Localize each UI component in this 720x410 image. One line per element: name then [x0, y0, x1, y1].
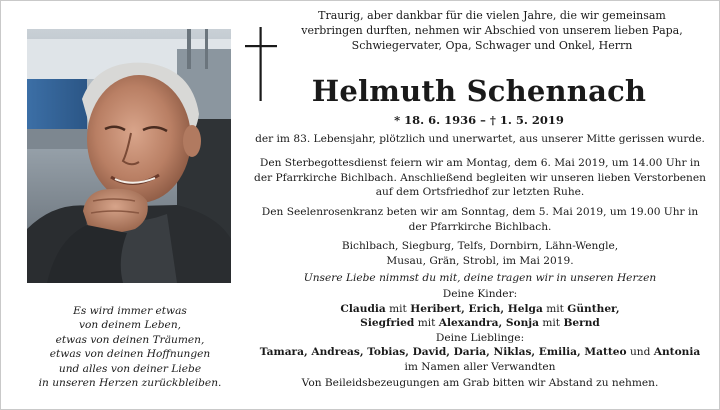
intro-line: verbringen durften, nehmen wir Abschied von unserem lieben Papa, [301, 24, 683, 37]
children-line [251, 316, 709, 331]
grandchildren-label: Deine Lieblinge: [435, 331, 525, 344]
poem-line: etwas von deinen Träumen, [55, 333, 205, 346]
children-line [251, 302, 709, 317]
portrait-illustration [27, 29, 231, 283]
grandchildren-line [251, 345, 709, 360]
child-name: Günther, [567, 302, 620, 315]
child-name: Heribert, Erich, Helga [410, 302, 543, 315]
connector: mit [389, 302, 407, 315]
portrait-photo [27, 29, 231, 283]
connector: und [629, 346, 651, 359]
connector: mit [417, 317, 436, 330]
deceased-name: Helmuth Schennach [311, 74, 647, 108]
intro-line: Traurig, aber dankbar für die vielen Jahre, die wir gemeinsam [318, 9, 666, 22]
age-text: der im 83. Lebensjahr, plötzlich und unerwartet, aus unserer Mitte gerissen wurde. [255, 133, 705, 145]
memorial-poem [21, 304, 239, 390]
mass-line: auf dem Ortsfriedhof zur letzten Ruhe. [375, 186, 585, 198]
grandchild-name: Antonia [653, 346, 701, 359]
life-dates: * 18. 6. 1936 – † 1. 5. 2019 [394, 113, 564, 127]
poem-line: von deinem Leben, [78, 319, 182, 332]
children-label: Deine Kinder: [442, 288, 518, 300]
intro-text [283, 8, 701, 53]
child-name: Claudia [340, 302, 386, 315]
family-list [251, 287, 709, 375]
relatives-line: im Namen aller Verwandten [404, 360, 556, 373]
rosary-line: der Pfarrkirche Bichlbach. [408, 220, 552, 233]
places-date [251, 239, 709, 268]
child-name: Siegfried [360, 317, 415, 330]
closing-note [251, 376, 709, 391]
poem-line: etwas von deinen Hoffnungen [49, 348, 211, 361]
mass-line: Den Sterbegottesdienst feiern wir am Montag, dem 6. Mai 2019, um 14.00 Uhr in [259, 157, 701, 169]
places-line: Bichlbach, Siegburg, Telfs, Dornbirn, Lähn-Wengle, [341, 240, 619, 252]
family-motto [251, 271, 709, 286]
child-name: Alexandra, Sonja [438, 317, 539, 330]
funeral-mass-info [251, 156, 709, 200]
connector: mit [546, 302, 564, 315]
age-line [251, 132, 709, 147]
grandchildren-names: Tamara, Andreas, Tobias, David, Daria, Niklas, Emilia, Matteo [259, 346, 627, 359]
rosary-info [251, 205, 709, 234]
closing-text: Von Beileidsbezeugungen am Grab bitten wir Abstand zu nehmen. [301, 377, 659, 389]
child-name: Bernd [563, 317, 600, 330]
poem-line: in unseren Herzen zurückbleiben. [38, 377, 222, 390]
motto-text: Unsere Liebe nimmst du mit, deine tragen wir in unseren Herzen [303, 272, 657, 284]
mass-line: der Pfarrkirche Bichlbach. Anschließend begleiten wir unseren lieben Verstorbenen [254, 171, 706, 184]
poem-line: und alles von deiner Liebe [58, 362, 202, 375]
intro-line: Schwiegervater, Opa, Schwager und Onkel, Herrn [351, 39, 633, 52]
poem-line: Es wird immer etwas [73, 305, 187, 317]
connector: mit [542, 317, 561, 330]
rosary-line: Den Seelenrosenkranz beten wir am Sonntag, dem 5. Mai 2019, um 19.00 Uhr in [261, 206, 699, 218]
places-line: Musau, Grän, Strobl, im Mai 2019. [386, 254, 574, 267]
